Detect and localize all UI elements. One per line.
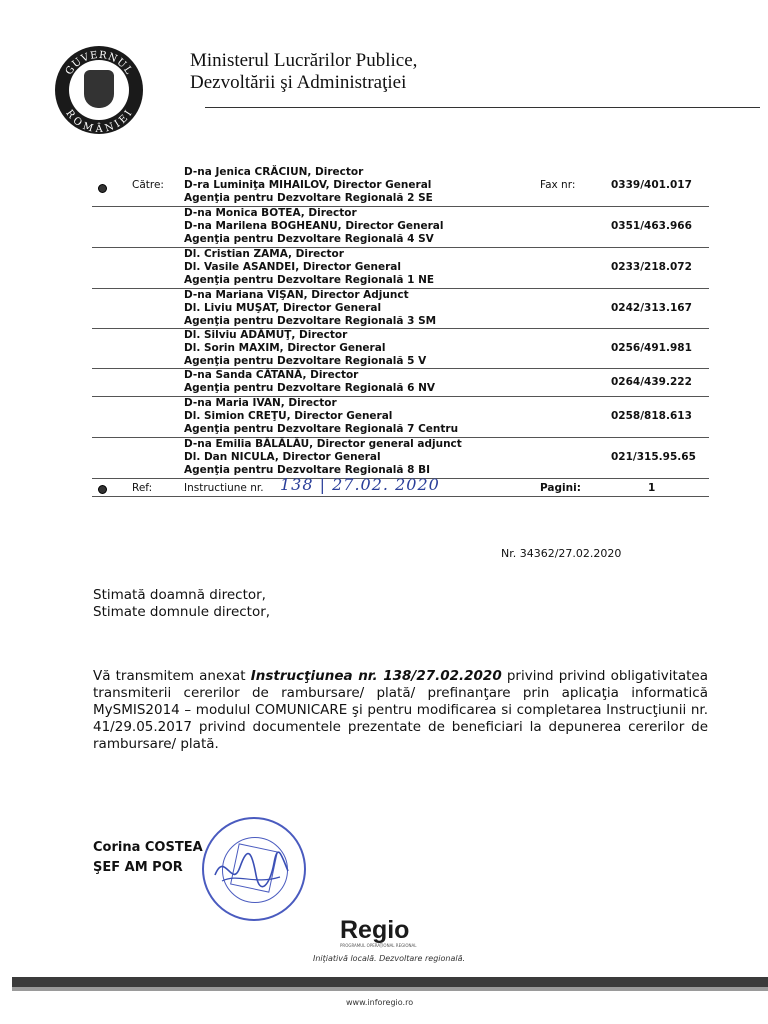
recipient-line: Dl. Silviu ADĂMUŢ, Director <box>184 329 348 341</box>
recipient-row <box>92 248 709 289</box>
ministry-line-2: Dezvoltării şi Administraţiei <box>190 72 407 93</box>
recipient-names <box>184 438 462 477</box>
recipient-names <box>184 207 443 246</box>
recipient-names <box>184 397 458 436</box>
recipient-row <box>92 438 709 479</box>
body-part-1: Vă transmitem anexat <box>93 668 251 684</box>
recipient-line: Dl. Simion CREŢU, Director General <box>184 410 393 422</box>
recipient-line: Dl. Dan NICULA, Director General <box>184 451 381 463</box>
recipient-line: Agenţia pentru Dezvoltare Regională 6 NV <box>184 382 436 394</box>
recipient-line: Agenţia pentru Dezvoltare Regională 8 BI <box>184 464 431 476</box>
footer-band-light <box>12 987 768 991</box>
recipient-line: D-na Monica BOTEA, Director <box>184 207 357 219</box>
seal-text <box>55 46 143 134</box>
to-label: Către: <box>132 179 164 191</box>
recipient-line: D-na Emilia BĂLĂLĂU, Director general adjunct <box>184 438 462 450</box>
fax-number: 0351/463.966 <box>611 220 692 232</box>
website-link[interactable]: www.inforegio.ro <box>346 998 414 1007</box>
tagline: Iniţiativă locală. Dezvoltare regională. <box>313 954 466 963</box>
salutation <box>93 587 270 621</box>
recipient-row <box>92 397 709 438</box>
body-part-2: privind privind obligativitatea transmiterii cererilor de rambursare/ plată/ prefinanţare prin aplicaţia informatică MySMIS2014 – modulul COMUNICARE şi pentru modificarea si completarea Instrucţiunii nr. 41/29.05.2017 privind documentele prezentate de beneficiari la depunerea cererilor de rambursare/ plată. <box>93 668 708 752</box>
signature-block <box>93 838 203 878</box>
government-seal <box>55 46 143 134</box>
recipient-line: Agenţia pentru Dezvoltare Regională 5 V <box>184 355 427 367</box>
recipient-line: Agenţia pentru Dezvoltare Regională 3 SM <box>184 315 437 327</box>
pages-label: Pagini: <box>540 482 581 494</box>
ref-label: Ref: <box>132 482 153 494</box>
letter-body <box>93 668 708 753</box>
fax-number: 0264/439.222 <box>611 376 692 388</box>
fax-number: 021/315.95.65 <box>611 451 696 463</box>
recipient-line: D-ra Luminiţa MIHAILOV, Director General <box>184 179 432 191</box>
recipient-line: D-na Mariana VIŞAN, Director Adjunct <box>184 289 409 301</box>
recipient-line: D-na Sanda CĂTANĂ, Director <box>184 369 359 381</box>
recipient-row <box>92 289 709 329</box>
svg-text:ROMÂNIEI <box>63 108 135 134</box>
recipient-line: Dl. Vasile ASANDEI, Director General <box>184 261 401 273</box>
recipient-line: D-na Maria IVAN, Director <box>184 397 337 409</box>
fax-label: Fax nr: <box>540 179 576 191</box>
header-divider <box>205 107 760 108</box>
svg-text:GUVERNUL <box>64 50 135 77</box>
ministry-name <box>190 50 417 94</box>
recipient-row <box>92 369 709 397</box>
recipient-names <box>184 166 433 205</box>
recipient-names <box>184 329 426 368</box>
signer-title: ŞEF AM POR <box>93 860 183 875</box>
ministry-line-1: Ministerul Lucrărilor Publice, <box>190 50 418 71</box>
recipient-row <box>92 207 709 248</box>
recipient-line: Agenţia pentru Dezvoltare Regională 1 NE <box>184 274 435 286</box>
fax-number: 0233/218.072 <box>611 261 692 273</box>
fax-number: 0242/313.167 <box>611 302 692 314</box>
recipient-line: D-na Marilena BOGHEANU, Director General <box>184 220 444 232</box>
fax-number: 0256/491.981 <box>611 342 692 354</box>
recipient-names <box>184 289 436 328</box>
ref-handwritten-number: 138 | 27.02. 2020 <box>280 475 440 494</box>
salutation-line-1: Stimată doamnă director, <box>93 587 266 603</box>
bullet-icon <box>98 184 107 193</box>
seal-text-top: GUVERNUL <box>63 49 135 78</box>
regio-logo: Regio <box>340 916 410 944</box>
recipient-line: Agenţia pentru Dezvoltare Regională 4 SV <box>184 233 434 245</box>
recipient-row <box>92 166 709 207</box>
recipient-names <box>184 248 434 287</box>
recipient-line: Agenţia pentru Dezvoltare Regională 7 Centru <box>184 423 459 435</box>
recipient-line: D-na Jenica CRĂCIUN, Director <box>184 166 364 178</box>
recipient-line: Dl. Sorin MAXIM, Director General <box>184 342 386 354</box>
pages-value: 1 <box>648 482 656 494</box>
recipient-line: Dl. Cristian ZAMA, Director <box>184 248 344 260</box>
fax-number: 0258/818.613 <box>611 410 692 422</box>
seal-text-bottom: ROMÂNIEI <box>63 107 135 134</box>
signer-name: Corina COSTEA <box>93 840 203 855</box>
recipient-names <box>184 369 435 395</box>
body-emphasis: Instrucţiunea nr. 138/27.02.2020 <box>250 668 502 684</box>
recipient-row <box>92 329 709 369</box>
ref-value: Instructiune nr. <box>184 482 264 494</box>
reference-row <box>92 475 709 497</box>
document-number: Nr. 34362/27.02.2020 <box>501 547 622 560</box>
recipient-line: Agenţia pentru Dezvoltare Regională 2 SE <box>184 192 433 204</box>
salutation-line-2: Stimate domnule director, <box>93 604 271 620</box>
recipient-line: Dl. Liviu MUŞAT, Director General <box>184 302 382 314</box>
footer-band-dark <box>12 977 768 987</box>
handwritten-signature <box>210 845 290 895</box>
fax-number: 0339/401.017 <box>611 179 692 191</box>
bullet-icon <box>98 485 107 494</box>
regio-logo-subtitle: PROGRAMUL OPERAŢIONAL REGIONAL <box>340 943 417 948</box>
